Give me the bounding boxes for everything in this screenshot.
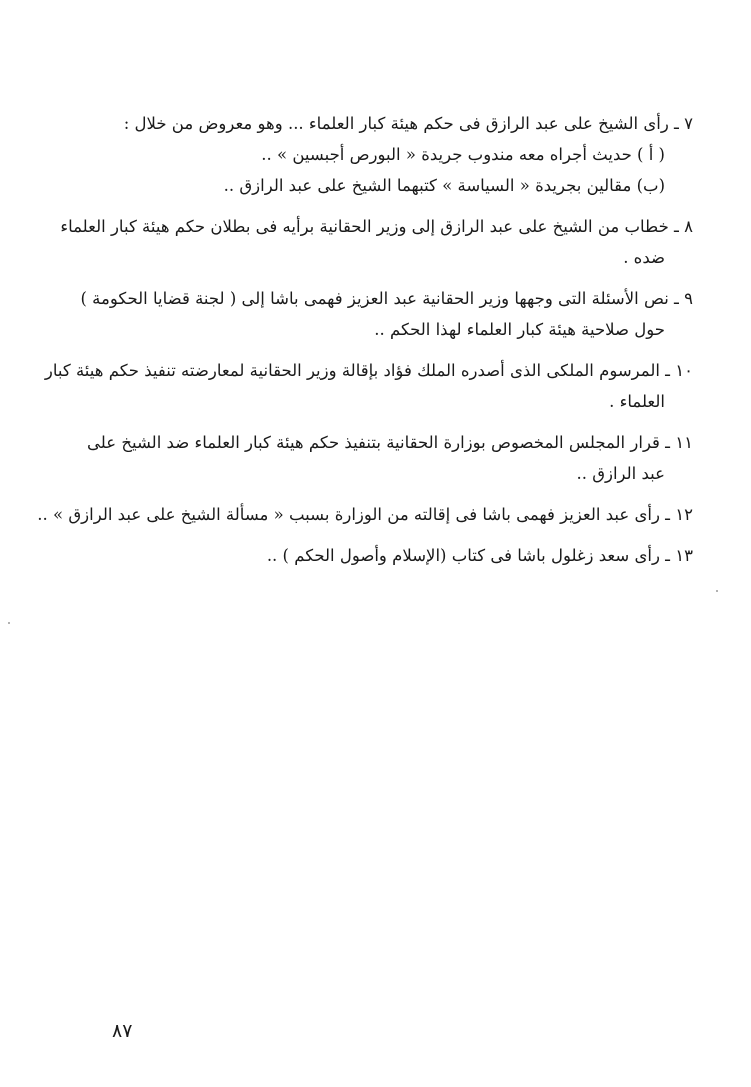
item-11-continuation: عبد الرازق ..	[576, 464, 665, 483]
list-item-12	[37, 499, 693, 530]
list-item-10	[44, 355, 693, 417]
item-9-line-1: ٩ ـ نص الأسئلة التى وجهها وزير الحقانية عبد العزيز فهمى باشا إلى ( لجنة قضايا الحكومة )	[80, 289, 693, 308]
item-10-line-1: ١٠ ـ المرسوم الملكى الذى أصدره الملك فؤاد بإقالة وزير الحقانية لمعارضته تنفيذ حكم هيئة كبار	[44, 361, 693, 380]
list-item-8	[61, 211, 693, 273]
list-item-7	[61, 108, 693, 201]
list-item-13	[61, 540, 693, 571]
item-12-line-1: ١٢ ـ رأى عبد العزيز فهمى باشا فى إقالته من الوزارة بسبب « مسألة الشيخ على عبد الرازق » ..	[37, 505, 693, 524]
list-item-11	[61, 427, 693, 489]
scan-speck	[8, 622, 10, 624]
list-item-9	[61, 283, 693, 345]
item-10-continuation: العلماء .	[609, 392, 665, 411]
document-list	[37, 108, 693, 581]
item-7-line-1: ٧ ـ رأى الشيخ على عبد الرازق فى حكم هيئة كبار العلماء ... وهو معروض من خلال :	[123, 114, 693, 133]
item-13-line-1: ١٣ ـ رأى سعد زغلول باشا فى كتاب (الإسلام وأصول الحكم ) ..	[266, 546, 693, 565]
item-7-sub-b: (ب) مقالين بجريدة « السياسة » كتبهما الشيخ على عبد الرازق ..	[223, 176, 665, 195]
item-11-line-1: ١١ ـ قرار المجلس المخصوص بوزارة الحقانية بتنفيذ حكم هيئة كبار العلماء ضد الشيخ على	[87, 433, 693, 452]
item-8-line-1: ٨ ـ خطاب من الشيخ على عبد الرازق إلى وزير الحقانية برأيه فى بطلان حكم هيئة كبار العلماء	[60, 217, 693, 236]
item-9-continuation: حول صلاحية هيئة كبار العلماء لهذا الحكم ..	[374, 320, 665, 339]
scan-speck	[716, 590, 718, 592]
item-8-continuation: ضده .	[623, 248, 665, 267]
page-number: ٨٧	[112, 1020, 133, 1042]
item-7-sub-a: ( أ ) حديث أجراه معه مندوب جريدة « البورص أجبسين » ..	[261, 145, 665, 164]
